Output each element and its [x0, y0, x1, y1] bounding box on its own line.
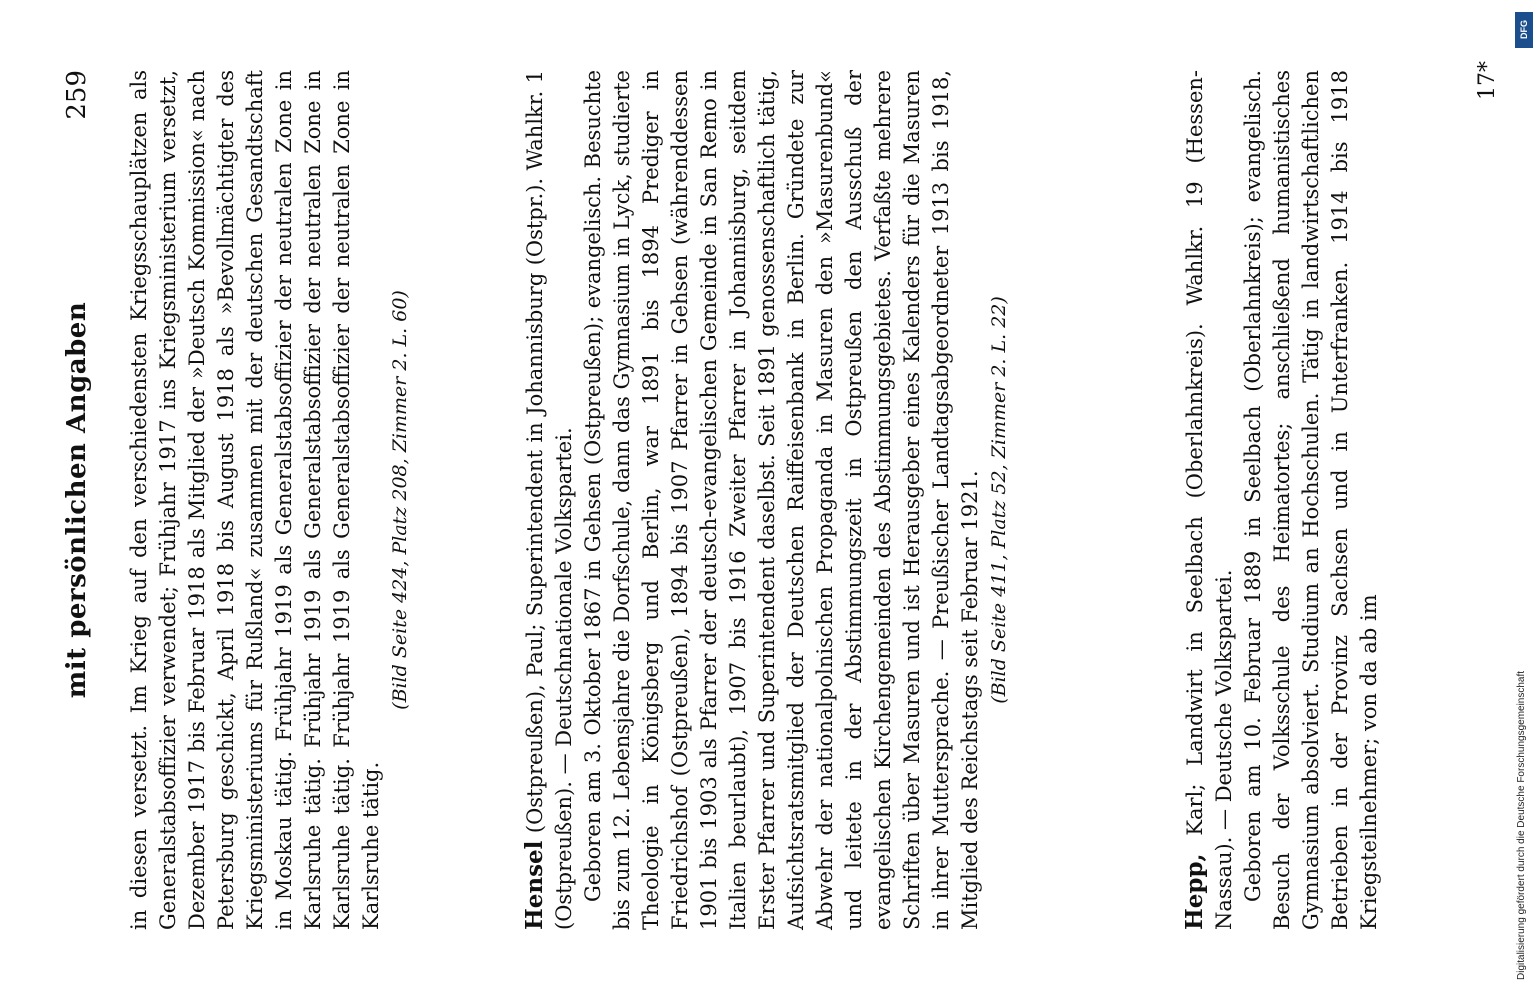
page-header	[62, 70, 102, 930]
entry-continued-text: in diesen versetzt. Im Krieg auf den verschiedensten Kriegsschauplätzen als Generalstabsoffizier verwendet; Frühjahr 1917 ins Kriegsministerium versetzt, Dezember 1917 bis Februar 1918 als Mitglied der »Deutsch Kommission« nach Petersburg geschickt, April 1918 bis August 1918 als »Bevollmächtigter des Kriegsministeriums für Rußland« zusammen mit der deutschen Gesandtschaft in Moskau tätig. Frühjahr 1919 als Generalstabsoffizier der neutralen Zone in Karlsruhe tätig. Frühjahr 1919 als Generalstabsoffizier der neutralen Zone in Karlsruhe tätig. Frühjahr 1919 als Generalstabsoffizier der neutralen Zone in Karlsruhe tätig.	[127, 70, 383, 930]
entry-hepp	[1180, 70, 1384, 930]
entry-continued	[125, 70, 415, 930]
entry-intro: (Ostpreußen), Paul; Superintendent in Johannisburg (Ostpr.). Wahlkr. 1 (Ostpreußen). — Deutschnationale Volkspartei.	[523, 70, 576, 930]
entry-body: Geboren am 10. Februar 1889 in Seelbach (Oberlahnkreis); evangelisch. Besuch der Volksschule des Heimatortes; anschließend humanistisches Gymnasium absolviert. Studium an Hochschulen. Tätig in landwirtschaftlichen Betrieben in der Provinz Sachsen und in Unterfranken. 1914 bis 1918 Kriegsteilnehmer; von da ab im	[1241, 70, 1381, 930]
signature-mark: 17*	[1475, 61, 1500, 100]
entry-intro: Karl; Landwirt in Seelbach (Oberlahnkreis). Wahlkr. 19 (Hessen-Nassau). — Deutsche Volkspartei.	[1183, 70, 1236, 930]
running-title: mit persönlichen Angaben	[62, 301, 92, 699]
dfg-logo: DFG	[1515, 12, 1533, 48]
dfg-side-strip	[1512, 0, 1538, 1000]
entry-hensel	[520, 70, 1014, 930]
dfg-credit-text: Digitalisierung gefördert durch die Deutsche Forschungsgemeinschaft	[1516, 670, 1527, 980]
entry-continued-caption: (Bild Seite 424, Platz 208, Zimmer 2. L. 60)	[389, 290, 411, 710]
entry-name: Hepp,	[1181, 853, 1208, 930]
entry-name: Hensel	[521, 840, 548, 930]
entry-body: Geboren am 3. Oktober 1867 in Gehsen (Ostpreußen); evangelisch. Besuchte bis zum 12. Lebensjahre die Dorfschule, dann das Gymnasium in Lyck, studierte Theologie in Königsberg und Berlin, war 1891 bis 1894 Prediger in Friedrichshof (Ostpreußen), 1894 bis 1907 Pfarrer in Gehsen (währenddessen 1901 bis 1903 als Pfarrer der deutsch-evangelischen Gemeinde in San Remo in Italien beurlaubt), 1907 bis 1916 Zweiter Pfarrer in Johannisburg, seitdem Erster Pfarrer und Superintendent daselbst. Seit 1891 genossenschaftlich tätig, Aufsichtsratsmitglied der Deutschen Raiffeisenbank in Berlin. Gründete zur Abwehr der nationalpolnischen Propaganda in Masuren den »Masurenbund« und leitete in der Abstimmungszeit in Ostpreußen den Ausschuß der evangelischen Kirchengemeinden des Abstimmungsgebietes. Verfaßte mehrere Schriften über Masuren und ist Herausgeber eines Kalenders für die Masuren in ihrer Muttersprache. — Preußischer Landtagsabgeordneter 1913 bis 1918, Mitglied des Reichstags seit Februar 1921.	[581, 70, 982, 930]
entry-caption: (Bild Seite 411, Platz 52, Zimmer 2. L. 22)	[988, 296, 1010, 704]
page-number: 259	[62, 70, 92, 120]
